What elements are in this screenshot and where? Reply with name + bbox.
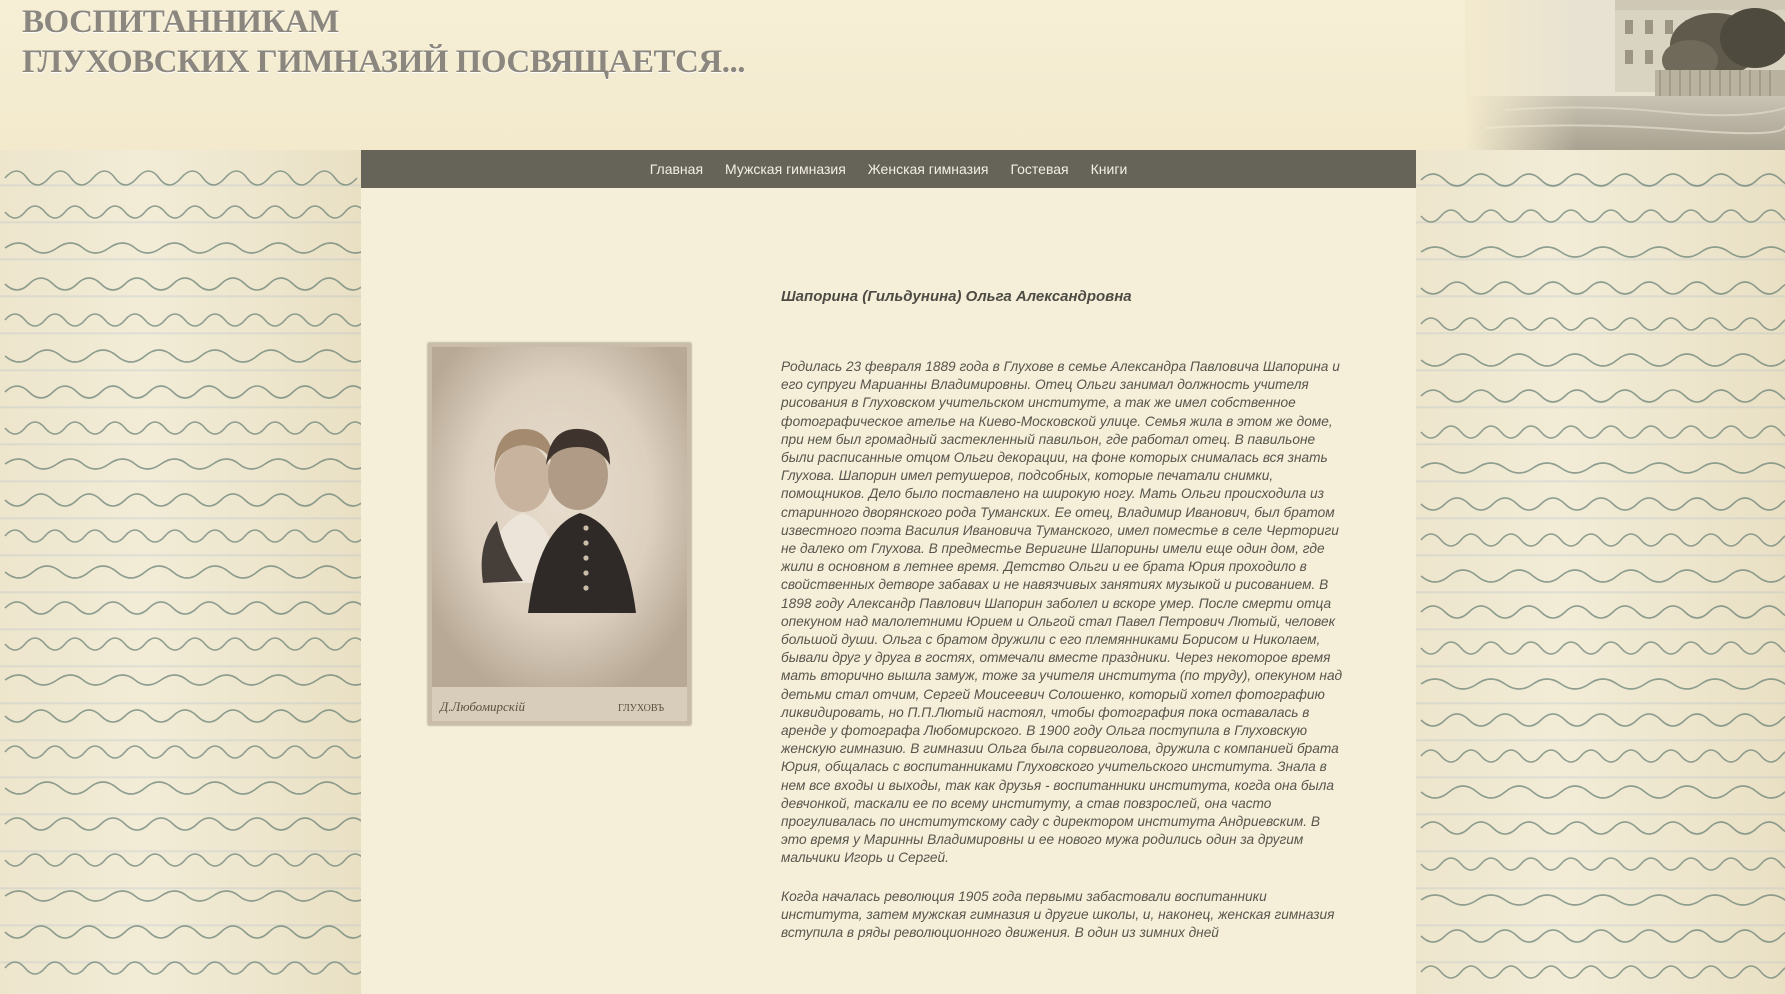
photo-signature-left: Д.Любомирскій: [440, 699, 525, 714]
article-title: Шапорина (Гильдунина) Ольга Александровна: [781, 288, 1132, 305]
site-title: [22, 2, 745, 82]
photo-signature-right: ГЛУХОВЪ: [618, 703, 665, 714]
site-title-line1: ВОСПИТАННИКАМ: [22, 4, 339, 40]
handwriting-texture-left: [0, 150, 361, 994]
main-content: [361, 188, 1416, 994]
nav-item-guestbook[interactable]: Гостевая: [1010, 161, 1069, 177]
nav-item-books[interactable]: Книги: [1090, 161, 1128, 177]
handwriting-texture-right: [1416, 150, 1785, 994]
right-handwriting-background: [1416, 150, 1785, 994]
nav-item-womens-gymnasium[interactable]: Женская гимназия: [867, 161, 989, 177]
nav-item-home[interactable]: Главная: [649, 161, 704, 177]
article: [781, 288, 1346, 962]
site-title-line2: ГЛУХОВСКИХ ГИМНАЗИЙ ПОСВЯЩАЕТСЯ...: [22, 44, 745, 80]
site-header: [0, 0, 1785, 150]
article-paragraph-1: Родилась 23 февраля 1889 года в Глухове в семье Александра Павловича Шапорина и его супруги Марианны Владимировны. Отец Ольги занимал должность учителя рисования в Глуховском учительском институте, а так же имел собственное фотографическое ателье на Киево-Московской улице. Семья жила в этом же доме, при нем был громадный застекленный павильон, где работал отец. В павильоне были расписанные отцом Ольги декорации, на фоне которых снималась вся знать Глухова. Шапорин имел ретушеров, подсобных, которые печатали снимки, помощников. Дело было поставлено на широкую ногу. Мать Ольги происходила из старинного дворянского рода Туманских. Ее отец, Владимир Иванович, был братом известного поэта Василия Ивановича Туманского, имел поместье в селе Черториги не далеко от Глухова. В предместье Веригине Шапорины имели еще один дом, где жили в основном в летнее время. Детство Ольги и ее брата Юрия проходило в свойственных детворе забавах и не навязчивых занятиях музыкой и рисованием. В 1898 году Александр Павлович Шапорин заболел и вскоре умер. После смерти отца опекуном над малолетними Юрием и Ольгой стал Павел Петрович Лютый, человек большой души. Ольга с братом дружили с его племянниками Борисом и Николаем, бывали друг у друга в гостях, отмечали вместе праздники. Через некоторое время мать вторично вышла замуж, тоже за учителя института (по труду), опекуном над детьми стал отчим, Сергей Моисеевич Солошенко, который хотел фотографию ликвидировать, но П.П.Лютый настоял, чтобы фотография пока оставалась в аренде у фотографа Любомирского. В 1900 году Ольга поступила в Глуховскую женскую гимназию. В гимназии Ольга была сорвиголова, дружила с компанией брата Юрия, общалась с воспитанниками Глуховского учительского института. Знала в нем все входы и выходы, так как друзья - воспитанники института, когда она была девчонкой, таскали ее по всему институту, а став повзрослей, она часто прогуливалась по институтскому саду с директором института Андриевским. В это время у Маринны Владимировны и ее нового мужа родились один за другим мальчики Игорь и Сергей.: [781, 359, 1343, 866]
left-handwriting-background: [0, 150, 361, 994]
header-building-photo: [1465, 0, 1785, 150]
main-nav: [361, 150, 1416, 188]
nav-item-mens-gymnasium[interactable]: Мужская гимназия: [725, 161, 846, 177]
portrait-photo: [428, 343, 691, 725]
article-paragraph-2: Когда началась революция 1905 года первыми забастовали воспитанники института, затем мужская гимназия и другие школы, и, наконец, женская гимназия вступила в ряды революционного движения. В один из зимних дней: [781, 888, 1335, 941]
